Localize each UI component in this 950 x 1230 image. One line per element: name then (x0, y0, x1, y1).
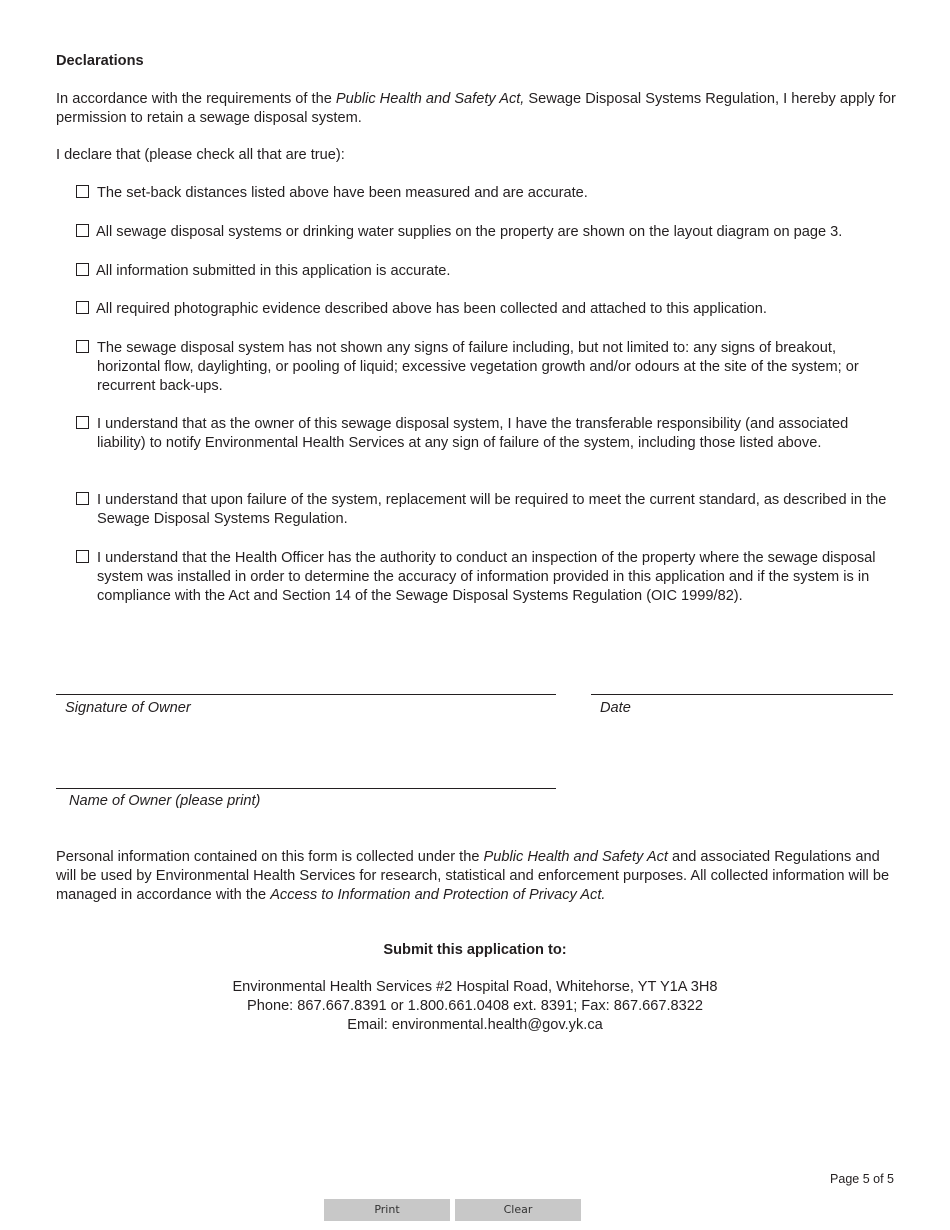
date-label: Date (600, 700, 631, 716)
privacy-notice (56, 848, 896, 905)
declarations-heading: Declarations (56, 53, 144, 69)
page-number: Page 5 of 5 (830, 1172, 894, 1186)
date-field[interactable] (591, 694, 893, 695)
declaration-item-no-failure (76, 339, 898, 396)
owner-name-field[interactable] (56, 788, 556, 789)
declaration-text-6: I understand that as the owner of this sewage disposal system, I have the transferable responsibility (and associated liability) to notify Environmental Health Services at any sign of failure of the system, including those listed above. (97, 416, 849, 451)
privacy-text-part1: Personal information contained on this form is collected under the (56, 849, 484, 865)
intro-act-name: Public Health and Safety Act, (335, 91, 525, 107)
declaration-checkbox-4[interactable] (76, 301, 89, 314)
declaration-text-1: The set-back distances listed above have been measured and are accurate. (97, 185, 588, 201)
print-button[interactable]: Print (324, 1199, 450, 1221)
declare-lead-text: I declare that (please check all that are true): (56, 147, 345, 163)
email-line: Email: environmental.health@gov.yk.ca (347, 1017, 603, 1033)
declaration-checkbox-8[interactable] (76, 550, 89, 563)
declaration-text-7: I understand that upon failure of the system, replacement will be required to meet the current standard, as described in the Sewage Disposal Systems Regulation. (97, 492, 887, 527)
intro-paragraph (56, 90, 906, 128)
declaration-item-replacement (76, 491, 902, 529)
privacy-act-name-2: Access to Information and Protection of Privacy Act. (270, 887, 606, 903)
owner-signature-field[interactable] (56, 694, 556, 695)
submit-address-block (0, 978, 950, 1035)
declaration-item-inspection (76, 549, 876, 606)
clear-button[interactable]: Clear (455, 1199, 581, 1221)
address-line: Environmental Health Services #2 Hospital Road, Whitehorse, YT Y1A 3H8 (232, 979, 718, 995)
declaration-checkbox-7[interactable] (76, 492, 89, 505)
submit-heading: Submit this application to: (383, 942, 567, 958)
declaration-text-4: All required photographic evidence described above has been collected and attached to this application. (96, 301, 767, 317)
intro-text-before: In accordance with the requirements of the (56, 91, 336, 107)
declaration-checkbox-3[interactable] (76, 263, 89, 276)
declaration-text-5: The sewage disposal system has not shown any signs of failure including, but not limited to: any signs of breakout, horizontal flow, daylighting, or pooling of liquid; excessive vegetation growth and/or odours at the site of the system; or recurrent back-ups. (97, 340, 859, 394)
declaration-checkbox-1[interactable] (76, 185, 89, 198)
owner-name-label: Name of Owner (please print) (69, 793, 261, 809)
phone-line: Phone: 867.667.8391 or 1.800.661.0408 ext. 8391; Fax: 867.667.8322 (246, 998, 704, 1014)
declaration-checkbox-6[interactable] (76, 416, 89, 429)
declaration-item-layout (76, 223, 906, 242)
declaration-item-responsibility (76, 415, 866, 453)
owner-signature-label: Signature of Owner (65, 700, 191, 716)
declaration-item-accurate (76, 262, 906, 281)
privacy-act-name-1: Public Health and Safety Act (483, 849, 668, 865)
declaration-checkbox-5[interactable] (76, 340, 89, 353)
declaration-checkbox-2[interactable] (76, 224, 89, 237)
declaration-item-setback (76, 184, 906, 203)
declaration-item-photos (76, 300, 906, 319)
intro-text-after: Sewage Disposal Systems Regulation, I hereby apply for permission to retain a sewage disposal system. (56, 91, 896, 126)
privacy-text-part2: and associated Regulations and will be used by Environmental Health Services for research, statistical and enforcement purposes. All collected information will be managed in accordance with the (56, 849, 890, 903)
declaration-text-2: All sewage disposal systems or drinking water supplies on the property are shown on the layout diagram on page 3. (96, 224, 843, 240)
declaration-text-8: I understand that the Health Officer has the authority to conduct an inspection of the property where the sewage disposal system was installed in order to determine the accuracy of information provided in this application and if the system is in compliance with the Act and Section 14 of the Sewage Disposal Systems Regulation (OIC 1999/82). (97, 550, 876, 604)
declaration-text-3: All information submitted in this application is accurate. (96, 263, 451, 279)
